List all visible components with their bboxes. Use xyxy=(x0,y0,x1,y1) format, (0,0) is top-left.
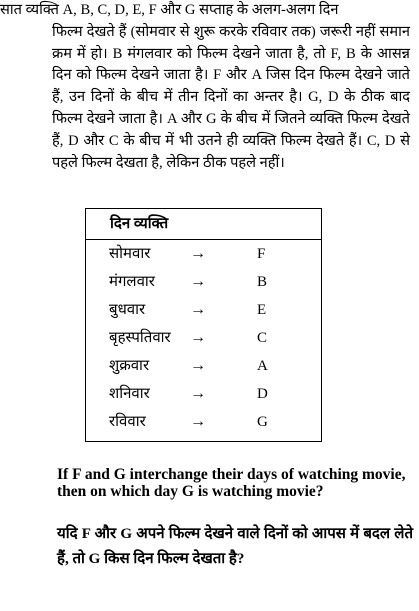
puzzle-statement xyxy=(0,0,410,174)
table-row xyxy=(86,296,321,324)
person-label: D xyxy=(257,386,268,402)
table-row xyxy=(86,408,321,436)
day-label: बुधवार xyxy=(109,302,146,318)
day-label: रविवार xyxy=(109,414,146,430)
right-arrow-icon: → xyxy=(190,413,206,430)
day-label: सोमवार xyxy=(109,246,151,262)
right-arrow-icon: → xyxy=(190,385,206,402)
table-header: दिन व्यक्ति xyxy=(86,209,321,240)
day-label: बृहस्पतिवार xyxy=(109,330,171,346)
table-row xyxy=(86,352,321,380)
person-label: A xyxy=(257,358,268,374)
day-label: शनिवार xyxy=(109,386,150,402)
person-label: C xyxy=(257,330,268,346)
puzzle-body: फिल्म देखते हैं (सोमवार से शुरू करके रविवार तक) जरूरी नहीं समान क्रम में हो। B मंगलवार को फिल्म देखने जाता है, तो F, B के आसन्न दिन को फिल्म देखने जाता है। F और A जिस दिन फिल्म देखने जाते हैं, उन दिनों के बीच में तीन दिनों का अन्तर है। G, D के ठीक बाद फिल्म देखने जाता है। A और G के बीच में जितने व्यक्ति फिल्म देखते हैं, D और C के बीच में भी उतने ही व्यक्ति फिल्म देखते हैं। C, D से पहले फिल्म देखता है, लेकिन ठीक पहले नहीं। xyxy=(52,23,410,171)
person-label: E xyxy=(257,302,267,318)
table-row xyxy=(86,240,321,268)
table-row xyxy=(86,268,321,296)
right-arrow-icon: → xyxy=(190,357,206,374)
right-arrow-icon: → xyxy=(190,329,206,346)
right-arrow-icon: → xyxy=(190,301,206,318)
table-row xyxy=(86,324,321,352)
question-hindi: यदि F और G अपने फिल्म देखने वाले दिनों को आपस में बदल लेते हैं, तो G किस दिन फिल्म देखता है? xyxy=(57,526,413,567)
question-english: If F and G interchange their days of watching movie, then on which day G is watching movie? xyxy=(57,466,406,500)
solution-table xyxy=(85,208,322,442)
puzzle-first-line: सात व्यक्ति A, B, C, D, E, F और G सप्ताह के अलग-अलग दिन xyxy=(0,2,339,18)
table-row xyxy=(86,380,321,408)
day-label: मंगलवार xyxy=(109,274,155,290)
right-arrow-icon: → xyxy=(190,245,206,262)
right-arrow-icon: → xyxy=(190,273,206,290)
day-label: शुक्रवार xyxy=(109,358,150,374)
person-label: G xyxy=(257,414,268,430)
person-label: B xyxy=(257,274,268,290)
person-label: F xyxy=(257,246,266,262)
